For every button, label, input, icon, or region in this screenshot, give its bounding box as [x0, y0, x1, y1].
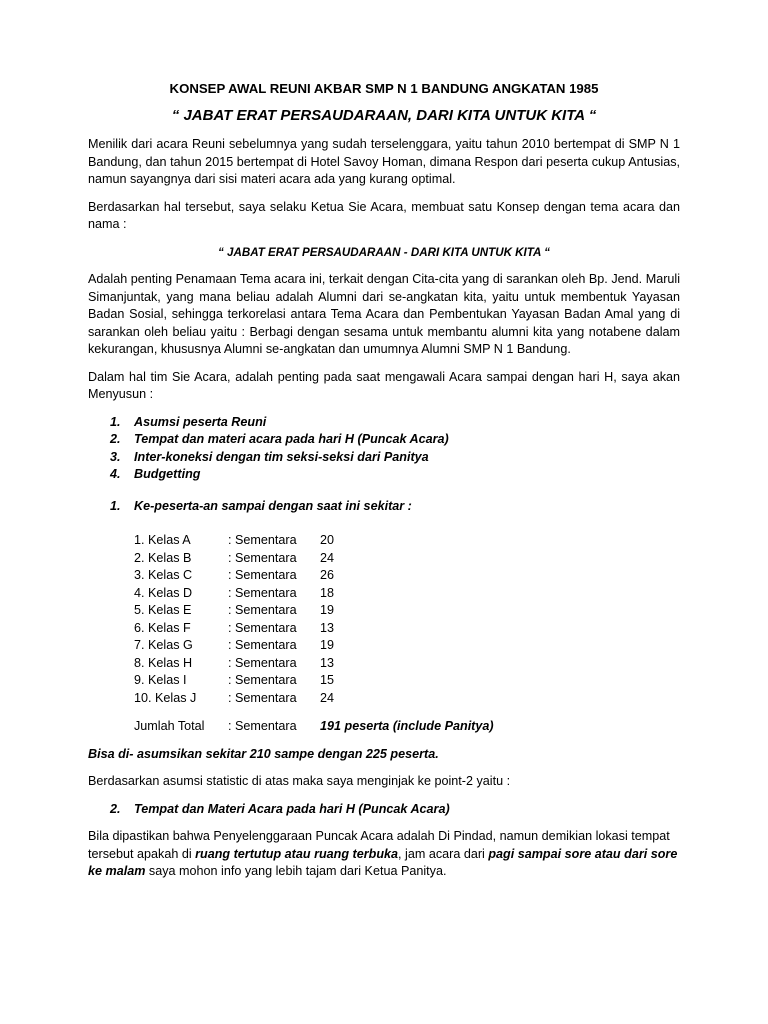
class-count: 20 — [320, 533, 335, 547]
class-count: 24 — [320, 550, 335, 565]
plan-item — [88, 414, 680, 432]
document-title: KONSEP AWAL REUNI AKBAR SMP N 1 BANDUNG ANGKATAN 1985 — [169, 81, 599, 96]
total-status: : Sementara — [228, 719, 297, 733]
venue-text: Bila dipastikan bahwa Penyelenggaraan Puncak Acara adalah Di Pindad, namun demikian lokasi tempat tersebut apakah di — [88, 829, 670, 861]
class-count: 18 — [320, 585, 335, 600]
plan-item — [88, 466, 680, 484]
class-status: : Sementara — [228, 533, 297, 547]
section-number: 1. — [110, 498, 121, 513]
class-name: 4. Kelas D — [134, 585, 193, 600]
total-value: 191 peserta (include Panitya) — [320, 719, 494, 733]
class-name: 2. Kelas B — [134, 550, 192, 565]
class-status: : Sementara — [228, 638, 297, 652]
class-count: 15 — [320, 673, 335, 687]
venue-emphasis-time: pagi sampai sore atau dari sore ke malam — [88, 846, 678, 878]
class-name: 8. Kelas H — [134, 655, 193, 670]
plan-item-text: Asumsi peserta Reuni — [134, 414, 267, 429]
paragraph-plan-intro: Dalam hal tim Sie Acara, adalah penting pada saat mengawali Acara sampai dengan hari H, saya akan Menyusun : — [88, 369, 680, 401]
table-row — [134, 532, 494, 550]
table-row — [134, 655, 494, 673]
section-number: 2. — [110, 801, 121, 816]
class-count: 13 — [320, 620, 335, 635]
class-name: 5. Kelas E — [134, 603, 192, 617]
plan-item — [88, 431, 680, 449]
total-label: Jumlah Total — [134, 719, 205, 733]
class-count: 24 — [320, 690, 335, 705]
class-name: 7. Kelas G — [134, 638, 193, 652]
class-name: 10. Kelas J — [134, 690, 197, 705]
class-count: 19 — [320, 638, 335, 652]
class-status: : Sementara — [228, 620, 297, 635]
paragraph-theme-rationale: Adalah penting Penamaan Tema acara ini, terkait dengan Cita-cita yang di sarankan oleh Bp. Jend. Maruli Simanjuntak, yang mana beliau adalah Alumni dari se-angkatan kita, yaitu untuk membentuk Yayasan Badan Sosial, sehingga terkorelasi antara Tema Acara dan Pembentukan Yayasan Badan Amal yang di sarankan oleh beliau yaitu : Berbagi dengan sesama untuk membantu alumni kita yang notabene dalam kekurangan, khususnya Alumni se-angkatan dan umumnya Alumni SMP N 1 Bandung. — [88, 272, 680, 356]
theme-heading: “ JABAT ERAT PERSAUDARAAN - DARI KITA UNTUK KITA “ — [218, 245, 550, 259]
table-row — [134, 550, 494, 568]
venue-text: saya mohon info yang lebih tajam dari Ketua Panitya. — [145, 864, 447, 878]
plan-item-number: 2. — [110, 432, 121, 446]
class-count: 26 — [320, 568, 335, 582]
section-heading-venue — [88, 801, 680, 819]
participant-table — [134, 532, 494, 736]
table-row — [134, 672, 494, 690]
venue-text: , jam acara dari — [398, 846, 489, 861]
plan-item — [88, 449, 680, 467]
class-name: 1. Kelas A — [134, 533, 191, 547]
paragraph-next-point: Berdasarkan asumsi statistic di atas maka saya menginjak ke point-2 yaitu : — [88, 774, 511, 788]
table-row — [134, 585, 494, 603]
table-row — [134, 637, 494, 655]
section-title: Ke-peserta-an sampai dengan saat ini sekitar : — [134, 498, 412, 513]
assumption-statement: Bisa di- asumsikan sekitar 210 sampe dengan 225 peserta. — [88, 746, 439, 761]
class-name: 9. Kelas I — [134, 673, 187, 687]
class-status: : Sementara — [228, 585, 297, 600]
class-status: : Sementara — [228, 603, 297, 617]
plan-list — [88, 414, 680, 484]
document-subtitle: “ JABAT ERAT PERSAUDARAAN, DARI KITA UNTUK KITA “ — [171, 106, 597, 124]
table-row — [134, 620, 494, 638]
plan-item-number: 1. — [110, 414, 121, 429]
section-title: Tempat dan Materi Acara pada hari H (Puncak Acara) — [134, 801, 450, 816]
class-count: 19 — [320, 603, 335, 617]
plan-item-number: 4. — [110, 467, 121, 481]
class-status: : Sementara — [228, 690, 297, 705]
class-status: : Sementara — [228, 568, 297, 582]
section-heading-participants — [88, 498, 680, 516]
table-row — [134, 567, 494, 585]
venue-emphasis-room: ruang tertutup atau ruang terbuka — [195, 846, 399, 861]
class-name: 6. Kelas F — [134, 620, 191, 635]
table-row — [134, 690, 494, 708]
paragraph-venue — [88, 828, 680, 881]
plan-item-number: 3. — [110, 449, 121, 464]
class-status: : Sementara — [228, 550, 297, 565]
total-row — [134, 707, 494, 736]
paragraph-concept: Berdasarkan hal tersebut, saya selaku Ketua Sie Acara, membuat satu Konsep dengan tema acara dan nama : — [88, 199, 680, 231]
plan-item-text: Inter-koneksi dengan tim seksi-seksi dari Panitya — [134, 449, 429, 464]
class-status: : Sementara — [228, 655, 297, 670]
table-row — [134, 602, 494, 620]
class-name: 3. Kelas C — [134, 568, 193, 582]
class-count: 13 — [320, 655, 335, 670]
plan-item-text: Budgetting — [134, 467, 201, 481]
plan-item-text: Tempat dan materi acara pada hari H (Puncak Acara) — [134, 432, 449, 446]
paragraph-intro: Menilik dari acara Reuni sebelumnya yang sudah terselenggara, yaitu tahun 2010 bertempat di SMP N 1 Bandung, dan tahun 2015 bertempat di Hotel Savoy Homan, dimana Respon dari peserta cukup Antusias, namun sayangnya dari sisi materi acara ada yang kurang optimal. — [88, 137, 680, 186]
class-status: : Sementara — [228, 673, 297, 687]
